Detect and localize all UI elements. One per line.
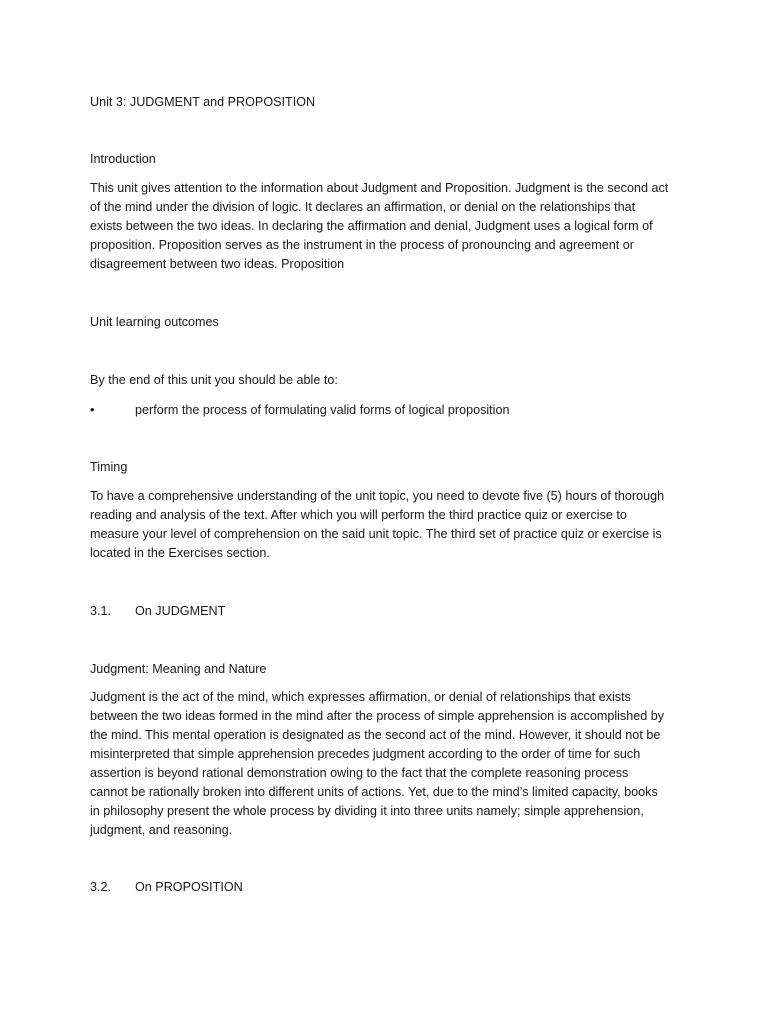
judgment-line: Judgment is the act of the mind, which expresses affirmation, or denial of relationships that exists [90, 690, 631, 704]
judgment-line: between the two ideas formed in the mind after the process of simple apprehension is accomplished by [90, 709, 665, 723]
unit-title: Unit 3: JUDGMENT and PROPOSITION [90, 95, 316, 109]
introduction-line: of the mind under the division of logic. It declares an affirmation, or denial on the relationships that [90, 200, 636, 214]
judgment-meaning-paragraph [90, 688, 690, 840]
judgment-line: in philosophy present the whole process by dividing it into three units namely; simple apprehension, [90, 804, 644, 818]
section-3-1-title: On JUDGMENT [135, 604, 226, 618]
outcomes-lead: By the end of this unit you should be able to: [90, 373, 338, 387]
judgment-line: cannot be rationally broken into different units of actions. Yet, due to the mind’s limited capacity, books [90, 785, 658, 799]
timing-paragraph [90, 487, 690, 563]
timing-line: reading and analysis of the text. After which you will perform the third practice quiz or exercise to [90, 508, 627, 522]
introduction-line: exists between the two ideas. In declaring the affirmation and denial, Judgment uses a logical form of [90, 219, 653, 233]
introduction-line: disagreement between two ideas. Proposition [90, 257, 345, 271]
judgment-line: the mind. This mental operation is designated as the second act of the mind. However, it should not be [90, 728, 661, 742]
judgment-line: assertion is beyond rational demonstration owing to the fact that the complete reasoning process [90, 766, 629, 780]
introduction-line: proposition. Proposition serves as the instrument in the process of pronouncing and agreement or [90, 238, 634, 252]
introduction-paragraph [90, 179, 690, 274]
section-3-1-number: 3.1. [90, 604, 112, 618]
section-3-2-title: On PROPOSITION [135, 880, 243, 894]
outcomes-heading: Unit learning outcomes [90, 315, 219, 329]
judgment-line: judgment, and reasoning. [90, 823, 233, 837]
judgment-line: misinterpreted that simple apprehension precedes judgment according to the order of time for such [90, 747, 641, 761]
timing-heading: Timing [90, 460, 128, 474]
timing-line: measure your level of comprehension on the said unit topic. The third set of practice quiz or exercise is [90, 527, 662, 541]
outcome-item: perform the process of formulating valid forms of logical proposition [135, 403, 510, 417]
introduction-line: This unit gives attention to the information about Judgment and Proposition. Judgment is the second act [90, 181, 669, 195]
judgment-meaning-heading: Judgment: Meaning and Nature [90, 662, 267, 676]
bullet-icon: • [90, 403, 95, 417]
timing-line: To have a comprehensive understanding of the unit topic, you need to devote five (5) hours of thorough [90, 489, 665, 503]
section-3-2-number: 3.2. [90, 880, 112, 894]
timing-line: located in the Exercises section. [90, 546, 270, 560]
introduction-heading: Introduction [90, 152, 156, 166]
